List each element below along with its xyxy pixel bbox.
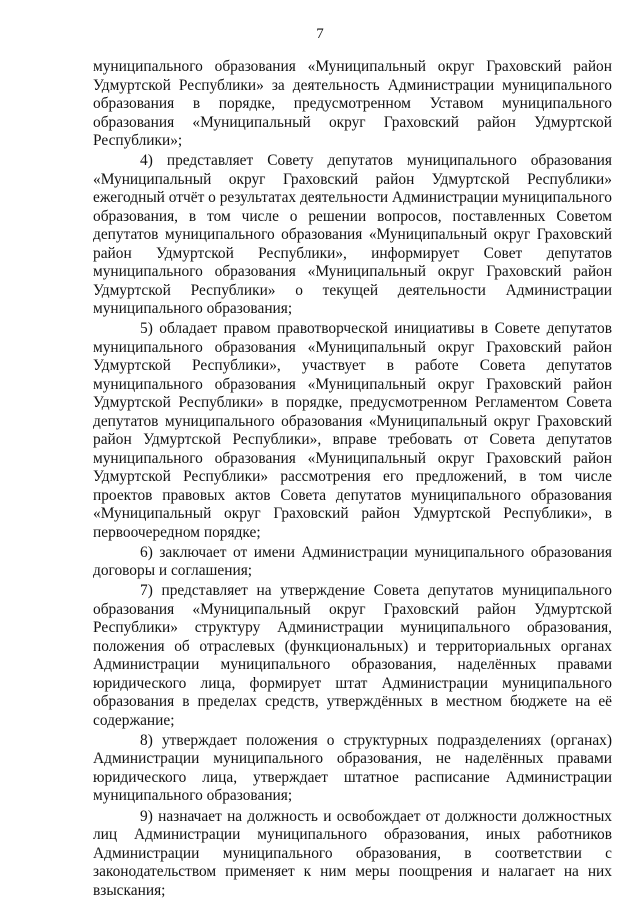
paragraph-item-6: 6) заключает от имени Администрации муниципального образования договоры и соглашения; (93, 543, 612, 580)
document-body (93, 58, 612, 902)
paragraph-continuation: муниципального образования «Муниципальный округ Граховский район Удмуртской Республики» за деятельность Администрации муниципального образования в порядке, предусмотренном Уставом муниципального образования «Муниципальный округ Граховский район Удмуртской Республики»; (93, 58, 612, 149)
page-number: 7 (316, 26, 324, 42)
paragraph-item-9: 9) назначает на должность и освобождает от должности должностных лиц Администрации муниципального образования, иных работников Администрации муниципального образования, в соответствии с законодательством применяет к ним меры поощрения и налагает на них взыскания; (93, 807, 612, 899)
paragraph-item-4: 4) представляет Совету депутатов муниципального образования «Муниципальный округ Граховский район Удмуртской Республики» ежегодный отчёт о результатах деятельности Администрации муниципального образования, в том числе о решении вопросов, поставленных Советом депутатов муниципального образования «Муниципальный округ Граховский район Удмуртской Республики», информирует Совет депутатов муниципального образования «Муниципальный округ Граховский район Удмуртской Республики» о текущей деятельности Администрации муниципального образования; (93, 152, 612, 318)
paragraph-item-7: 7) представляет на утверждение Совета депутатов муниципального образования «Муниципальный округ Граховский район Удмуртской Республики» структуру Администрации муниципального образования, положения об отраслевых (функциональных) и территориальных органах Администрации муниципального образования, наделённых правами юридического лица, формирует штат Администрации муниципального образования в пределах средств, утверждённых в местном бюджете на её содержание; (93, 582, 612, 729)
paragraph-item-8: 8) утверждает положения о структурных подразделениях (органах) Администрации муниципального образования, не наделённых правами юридического лица, утверждает штатное расписание Администрации муниципального образования; (93, 731, 612, 805)
paragraph-item-5: 5) обладает правом правотворческой инициативы в Совете депутатов муниципального образования «Муниципальный округ Граховский район Удмуртской Республики», участвует в работе Совета депутатов муниципального образования «Муниципальный округ Граховский район Удмуртской Республики» в порядке, предусмотренном Регламентом Совета депутатов муниципального образования «Муниципальный округ Граховский район Удмуртской Республики», вправе требовать от Совета депутатов муниципального образования «Муниципальный округ Граховский район Удмуртской Республики» рассмотрения его предложений, в том числе проектов правовых актов Совета депутатов муниципального образования «Муниципальный округ Граховский район Удмуртской Республики», в первоочередном порядке; (93, 320, 612, 541)
